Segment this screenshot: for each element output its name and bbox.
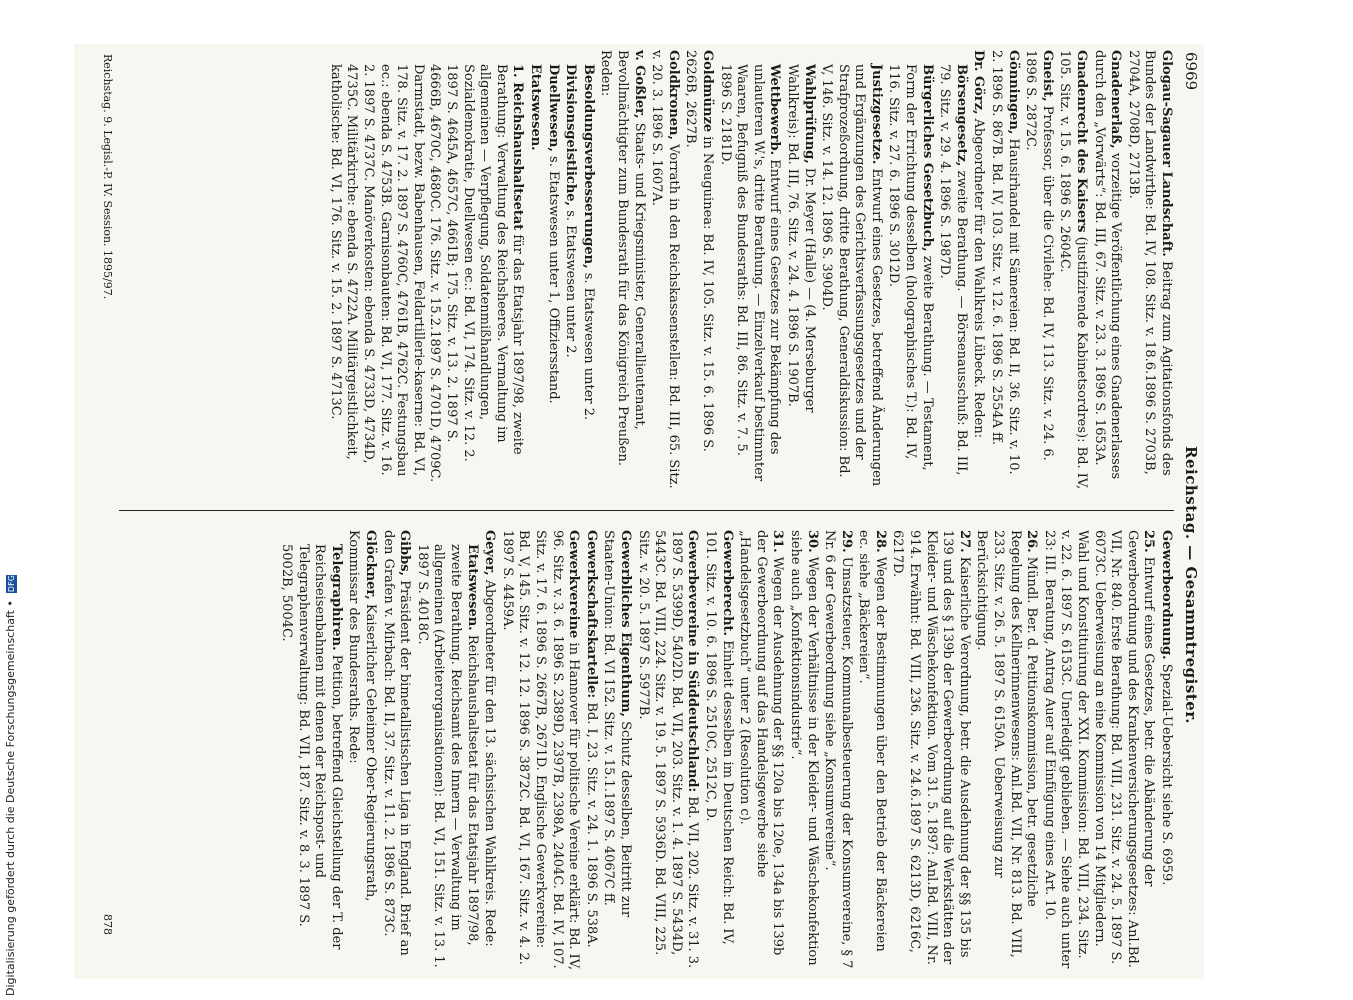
register-entry (481, 530, 498, 970)
entry-text: Kaiserliche Verordnung, betr. die Ausdehnung der §§ 135 bis 139 und des § 139b der Gewerbeordnung auf die Werkstätten der Kleider- und Wäschekonfektion. Vom 31. 5. 1897: Anl.Bd. VIII, Nr. 914. Erwähnt: Bd. VIII, 236. Sitz. v. 24.6.1897 S. 6213D, 6216C, 6217D. (890, 530, 972, 965)
register-entry (818, 50, 884, 490)
entry-text: Wegen der Bestimmungen über den Betrieb der Bäckereien ec. siehe „Bäckereien“. (856, 530, 888, 952)
entry-text: (justifizirende Kabinetsordres): Bd. IV, 105. Sitz. v. 15. 6. 1896 S. 2604C. (1057, 50, 1090, 490)
entry-keyword: 1. Reichshaushaltsetat (510, 64, 526, 231)
entry-text: s. Etatswesen unter 2. (580, 268, 596, 421)
register-entry (1124, 50, 1174, 490)
entry-text: Vorrath in den Reichskassenstellen: Bd. III, 65. Sitz. v. 20. 3. 1896 S. 1607A. (649, 50, 681, 489)
entry-keyword: Goldmünze (699, 50, 715, 133)
entry-keyword: Gönningen, (1005, 50, 1021, 135)
register-entry (526, 50, 543, 490)
entry-keyword: Duellwesen, (545, 64, 561, 152)
register-entry (736, 530, 786, 970)
entry-text: Mündl. Ber. d. Petitionskommission, betr. gesetzliche Regelung des Kellnerinnenwesens: Anl.Bd. VII, Nr. 813. Bd. VIII, 233. Sitz. v. 26. 5. 1897 S. 6150A. Ueberweisung zur Berücksichtigung. (974, 530, 1040, 958)
entry-text: s. Etatswesen unter 1, Offiziersstand. (545, 151, 561, 404)
entry-text: zweite Berathung. — Testament, Form der Errichtung desselben (holographisches T.): Bd. IV, 116. Sitz. v. 27. 6. 1896 S. 3012D. (886, 64, 935, 471)
entry-text: Bd. VII, 202. Sitz. v. 31. 3. 1897 S. 5399D, 5402D. Bd. VII, 203. Sitz. v. 1. 4. 1897 S. 5434D, 5443C. Bd. VIII, 224. Sitz. v. 19. 5. 1897 S. 5936D. Bd. VIII, 225. Sitz. v. 20. 5. 1897 S. 5977B. (635, 530, 701, 969)
entry-keyword: 29. (838, 530, 854, 553)
entry-keyword: Gneist, (1039, 50, 1055, 102)
register-entry (682, 50, 715, 490)
dfg-logo-icon: DFG (6, 575, 16, 593)
entry-text: Umsatzsteuer, Kommunalbesteuerung der Konsumvereine, § 7 Nr. 6 der Gewerbeordnung siehe „Konsumvereine“. (822, 530, 854, 969)
register-entry (278, 530, 344, 970)
page-number-top: 6969 (1182, 52, 1200, 91)
entry-text: vorzeitige Veröffentlichung eines Gnadenerlasses durch den „Vorwärts“: Bd. III, 67. Sitz. v. 23. 3. 1896 S. 1653A. (1091, 50, 1124, 480)
register-entry (1157, 530, 1174, 970)
register-entry (582, 530, 599, 970)
entry-keyword: Wahlprüfung, (801, 64, 817, 164)
entry-keyword: 27. (956, 530, 972, 553)
entry-keyword: Bürgerliches Gesetzbuch, (919, 64, 935, 252)
entry-keyword: Gnadenrecht des Kaisers (1074, 50, 1090, 233)
entry-text: Beitrag zum Agitationsfonds des Bundes der Landwirthe: Bd. IV, 108. Sitz. v. 18.6.1896 S. 2703B, 2704A, 2708D, 2713B. (1125, 50, 1174, 476)
register-entry (379, 530, 412, 970)
entry-text: Wegen der Verhältnisse in der Kleider- und Wäschekonfektion siehe auch „Konfektionsindustrie“. (787, 530, 820, 966)
entry-keyword: Börsengesetz, (953, 64, 969, 167)
register-entry (701, 530, 734, 970)
entry-keyword: 28. (872, 530, 888, 553)
register-entry (1022, 50, 1055, 490)
entry-text: Abgeordneter für den Wahlkreis Lübeck. Reden: (971, 114, 987, 439)
register-entry (1056, 50, 1089, 490)
entry-keyword: Dr. Görz, (971, 50, 987, 115)
register-entry (783, 50, 816, 490)
entry-text: für das Etatsjahr 1897/98, zweite Berathung: Verwaltung des Reichsheeres. Vermaltung im allgemeinen — Verpflegung, Soldatenmißhandlungen, Sozialdemokratie, Duellwesen ec.: Bd. VI, 174. Sitz. v. 12. 2. 1897 S. 4645A, 4657C, 4661B; 175. Sitz. v. 13. 2. 1897 S. 4666B, 4670C, 4680C. 176. Sitz. v. 15.2.1897 S. 4701D, 4709C. Darmstadt, bezw. Babenhausen, Feldartillerie-kaserne: Bd. VI, 178. Sitz. v. 17. 2. 1897 S. 4760C, 4761B, 4762C. Festungsbau ec.: ebenda S. 4753B. Garnisonbauten: Bd. VI, 177. Sitz. v. 16. 2. 1897 S. 4737C. Manöverkosten: ebenda S. 4733D, 4734D, 4735C. Militärkirche: ebenda S. 4722A. Militärgeistlichkeit, katholische: Bd. VI, 176. Sitz. v. 15. 2. 1897 S. 4713C. (327, 64, 526, 483)
register-entry (786, 530, 819, 970)
entry-text: Dr. Meyer (Halle) — (4. Merseburger Wahlkreis): Bd. III, 76. Sitz. v. 24. 4. 1896 S. 1907B. (784, 64, 817, 413)
running-title: Reichstag. — Gesammtregister. (1182, 446, 1200, 724)
entry-keyword: 25. (1141, 530, 1157, 553)
register-entry (1090, 50, 1123, 490)
page-footer (94, 54, 114, 969)
entry-keyword: Glöckner, (363, 530, 379, 600)
entry-text: Wegen der Ausdehnung der §§ 120a bis 120e, 134a bis 139b der Gewerbeordnung auf das Handelsgewerbe siehe „Handelsgesetzbuch“ unter 2 (Resolution c). (737, 530, 786, 956)
register-entry (855, 530, 888, 970)
entry-text: Spezial-Uebersicht siehe S. 6959. (1159, 659, 1174, 886)
entry-text: in Neuguinea: Bd. IV, 105. Sitz. v. 15. 6. 1896 S. 2626B, 2627B. (683, 50, 715, 452)
entry-keyword: Gewerbliches Eigenthum, (618, 530, 633, 717)
footer-page-number: 878 (101, 914, 114, 935)
entry-keyword: Goldkronen, (665, 50, 681, 141)
entry-keyword: Wettbewerb. (767, 64, 783, 156)
register-entry (562, 50, 579, 490)
entry-keyword: Etatswesen. (464, 544, 480, 631)
side-credit-text: Digitalisierung gefördert durch die Deutsche Forschungsgemeinschaft • (4, 600, 17, 996)
entry-keyword: Gnadenerlaß, (1108, 50, 1124, 149)
entry-text: Professor, über die Civilehe: Bd. IV, 113. Sitz. v. 24. 6. 1896 S. 2872C. (1023, 50, 1055, 461)
register-entry (889, 530, 972, 970)
entry-text: Reichshaushaltsetat für das Etatsjahr 1897/98, zweite Berathung. Reichsamt des Innern — Verwaltung im allgemeinen (Arbeiterorganisationen): Bd. VI, 151. Sitz. v. 13. 1. 1897 S. 4018C. (414, 544, 480, 968)
rotated-page-content (74, 44, 1204, 979)
entry-text: Hausirhandel mit Sämereien: Bd. II, 36. Sitz. v. 10. 2. 1896 S. 867B. Bd. IV, 103. Sitz. v. 12. 6. 1896 S. 2554A ff. (989, 50, 1021, 475)
entry-keyword: Gewerkschaftskartelle: (583, 530, 599, 699)
entry-keyword: 30. (804, 530, 820, 553)
register-entry (597, 50, 647, 490)
entry-keyword: Gewerbevereine in Süddeutschland: (685, 530, 701, 793)
entry-keyword: Geyer, (482, 530, 498, 576)
register-entry (1040, 530, 1156, 970)
register-entry (326, 50, 525, 490)
entry-text: zweite Berathung. — Börsenausschuß: Bd. III, 79. Sitz. v. 29. 4. 1896 S. 1987D. (937, 64, 969, 476)
entry-text: Bd. I, 23. Sitz. v. 24. 1. 1896 S. 538A. (583, 698, 599, 948)
entry-text: Entwurf eines Gesetzes, betr. die Abänderung der Gewerbeordnung und des Krankenversicherungsgesetzes: Anl.Bd. VII, Nr. 840. Erste Berathung: Bd. VIII, 231. Sitz. v. 24. 5. 1897 S. 6073C. Ueberweisung an eine Kommission von 14 Mitgliedern. Wahl und Konstituirung der XXI. Kommission: Bd. VIII, 234. Sitz. v. 22. 6. 1897 S. 6153C. Unerledigt geblieben. — Siehe auch unter 23: III. Beratung, Antrag Auer auf Einfügung eines Art. 10. (1041, 530, 1157, 969)
register-entry (987, 50, 1020, 490)
entry-keyword: Gewerkvereine (566, 530, 582, 639)
register-entry (973, 530, 1039, 970)
entry-keyword: Justizgesetze. (868, 64, 884, 165)
side-credit (4, 0, 20, 996)
left-column (119, 50, 1174, 490)
register-entry (634, 530, 700, 970)
entry-keyword: Etatswesen. (528, 64, 544, 151)
page-header (1178, 44, 1200, 979)
footer-source: Reichstag. 9. Legisl.-P. IV. Session. 1895/97. (101, 54, 114, 300)
register-entry (885, 50, 935, 490)
entry-text: s. Etatswesen unter 2. (563, 206, 579, 358)
entry-text: Kaiserlicher Geheimer Ober-Regierungsrath, Kommissar des Bundesraths. Rede: (346, 530, 379, 902)
register-entry (970, 50, 987, 490)
entry-keyword: 31. (770, 530, 786, 553)
register-entry (936, 50, 969, 490)
register-entry (413, 530, 479, 970)
entry-text: Staats- und Kriegsminister, Generallieutenant, Bevollmächtigter zum Bundesrath für das Königreich Preußen. Reden: (598, 50, 647, 466)
entry-keyword: Glogau-Sagauer Landschaft. (1159, 50, 1174, 257)
entry-text: Einheit desselben im Deutschen Reich: Bd. IV, 101. Sitz. v. 10. 6. 1896 S. 2510C, 2512C, D. (702, 530, 735, 945)
entry-keyword: Gewerberecht. (719, 530, 735, 637)
entry-text: Abgeordneter für den 13. sächsischen Wahlkreis. Rede: (482, 575, 498, 947)
entry-text: Entwurf eines Gesetzes, betreffend Änderungen und Ergänzungen des Gerichtsverfassungsgesetzes und der Strafprozeßordnung, dritte Berathung, Generaldiskussion: Bd. V, 146. Sitz. v. 14. 12. 1896 S. 3904D. (819, 64, 884, 487)
entry-keyword: Divisionsgeistliche, (563, 64, 579, 207)
entry-keyword: v. Goßler, (631, 50, 647, 119)
register-entry (600, 530, 633, 970)
register-entry (498, 530, 581, 970)
register-entry (345, 530, 378, 970)
register-entry (648, 50, 681, 490)
register-entry (821, 530, 854, 970)
entry-keyword: Gewerbeordnung. (1159, 530, 1174, 660)
register-entry (579, 50, 596, 490)
entry-keyword: Besoldungsverbesserungen, (580, 64, 596, 269)
entry-text: Petition, betreffend Gleichstellung der T. der Reichseisenbahnen mit denen der Reichspost- und Telegraphenverwaltung: Bd. VII, 187. Sitz. v. 8. 3. 1897 S. 5002B, 5004C. (279, 544, 344, 950)
entry-text: Entwurf eines Gesetzes zur Bekämpfung des unlauteren W.'s, dritte Berathung. — Einzelverkauf bestimmter Waaren, Befugniß des Bundesraths: Bd. III, 86. Sitz. v. 7. 5. 1896 S. 2181D. (717, 64, 783, 482)
right-column (119, 530, 1174, 970)
entry-text: Präsident der bimetallistischen Liga in England. Brief an den Grafen v. Mirbach: Bd. II, 37. Sitz. v. 11. 2. 1896 S. 873C. (380, 530, 413, 956)
register-entry (544, 50, 561, 490)
entry-keyword: Telegraphiren. (328, 544, 344, 651)
entry-text: in Hannover für politische Vereine erklärt: Bd. IV, 96. Sitz. v. 3. 6. 1896 S. 2389D, 2397B, 2398A, 2404C. Bd. IV, 107. Sitz. v. 17. 6. 1896 S. 2667B, 2671D. Englische Gewerkvereine: Bd. V, 145. Sitz. v. 12. 12. 1896 S. 3872C. Bd. VI, 167. Sitz. v. 4. 2. 1897 S. 4459A. (499, 530, 582, 970)
entry-keyword: Gibbs, (397, 530, 413, 577)
column-divider (119, 510, 1174, 511)
register-entry (716, 50, 782, 490)
entry-text: Schutz desselben, Beitritt zur Staaten-Union: Bd. VI 152. Sitz. v. 15.1.1897 S. 4067C ff. (601, 530, 633, 918)
entry-keyword: 26. (1024, 530, 1040, 553)
